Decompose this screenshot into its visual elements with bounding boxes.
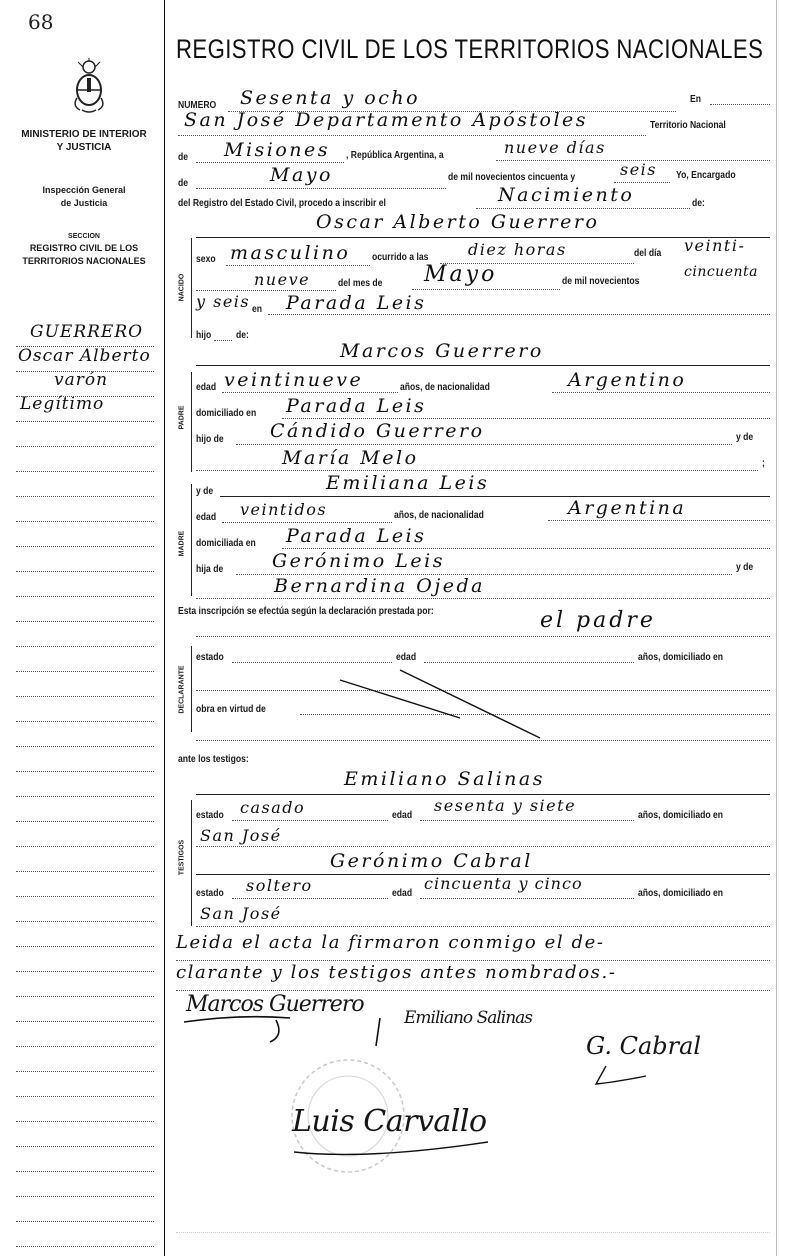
margin-rule-line (16, 1171, 154, 1172)
nacido-nombre: Oscar Alberto Guerrero (316, 211, 600, 233)
testigos-bracket (191, 800, 192, 926)
padre-edad-label: edad (196, 382, 217, 393)
madre-bracket (191, 484, 192, 596)
nacido-lugar-line (268, 314, 770, 315)
margin-rule-line (16, 1221, 154, 1222)
numero-value: Sesenta y ocho (240, 87, 421, 109)
firma-padre-flourish (180, 1012, 400, 1052)
t1-domicilio: San José (200, 826, 282, 845)
t2-edad-label: edad (392, 888, 413, 899)
firma-oficial: Luis Carvallo (292, 1104, 487, 1139)
t1-estado-label: estado (196, 810, 224, 821)
t2-estado: soltero (246, 876, 313, 895)
section-line-1: REGISTRO CIVIL DE LOS (29, 243, 139, 253)
firma-testigo-2-flourish (586, 1062, 706, 1092)
madre-domicilio-label: domiciliada en (196, 538, 256, 549)
ministry-line-1: MINISTERIO DE INTERIOR (21, 129, 147, 140)
nacido-bracket (191, 238, 192, 338)
t1-nombre-line (196, 794, 770, 795)
padre-nombre: Marcos Guerrero (340, 340, 544, 362)
madre-domicilio-line (282, 548, 770, 549)
t1-estado-line (232, 820, 388, 821)
en-label: En (690, 94, 701, 105)
mes-value: Mayo (270, 164, 333, 186)
margin-legitimacy: Legítimo (20, 394, 105, 414)
t2-nombre: Gerónimo Cabral (330, 850, 533, 872)
sidebar-ministry (6, 128, 162, 154)
margin-rule-line (16, 896, 154, 897)
margin-rule-line (16, 546, 154, 547)
declarante-bracket (191, 646, 192, 732)
madre-domicilio: Parada Leis (286, 525, 427, 547)
t1-domicilio-line (196, 846, 770, 847)
margin-rule-line (16, 796, 154, 797)
padre-nombre-line (196, 365, 770, 366)
anio-value-b: y seis (196, 292, 251, 311)
t1-estado: casado (240, 798, 306, 817)
republica-label: , República Argentina, a (346, 150, 444, 161)
margin-rule-line (16, 521, 154, 522)
margin-rule-line (16, 996, 154, 997)
sidebar-inspection (6, 184, 162, 210)
nacido-section-label: NACIDO (178, 273, 186, 302)
sidebar-section (6, 232, 162, 268)
madre-madre: Bernardina Ojeda (274, 575, 485, 597)
bottom-rule (176, 1232, 770, 1233)
mes-label: del mes de (338, 278, 383, 289)
anio-value: seis (620, 160, 658, 179)
nacido-en-label: en (252, 304, 263, 315)
madre-edad-label: edad (196, 512, 217, 523)
ministry-line-2: Y JUSTICIA (56, 142, 112, 153)
firma-padre: Marcos Guerrero (186, 992, 364, 1017)
padre-nac-line (552, 392, 770, 393)
padre-domicilio-label: domiciliado en (196, 408, 257, 419)
acto-value: Nacimiento (498, 184, 635, 206)
hijo-label: hijo (196, 330, 212, 341)
madre-section-label: MADRE (178, 530, 186, 557)
padre-hijo-line (236, 444, 732, 445)
declarante-section-label: DECLARANTE (178, 665, 186, 714)
margin-rule-line (16, 846, 154, 847)
anio-value-a: cincuenta (684, 264, 758, 280)
margin-rule-line (16, 771, 154, 772)
de-label-1: de (178, 152, 189, 163)
t1-edad-line (420, 820, 634, 821)
dia-value-a: veinti- (684, 236, 746, 255)
margin-sex: varón (54, 370, 109, 390)
anio-label: de mil novecientos cincuenta y (448, 172, 576, 183)
margin-rule-line (16, 1021, 154, 1022)
margin-rule-line (16, 596, 154, 597)
sexo-value: masculino (230, 242, 351, 264)
declarante-edad-label: edad (396, 652, 417, 663)
t2-domicilio-label: años, domiciliado en (638, 888, 724, 899)
madre-yde-label-2: y de (736, 562, 754, 573)
margin-rule-line (16, 1196, 154, 1197)
territorio-label: Territorio Nacional (650, 120, 726, 131)
margin-rule-line (16, 696, 154, 697)
page-title: REGISTRO CIVIL DE LOS TERRITORIOS NACIONALES (176, 34, 764, 64)
padre-section-label: PADRE (178, 405, 186, 430)
t1-edad: sesenta y siete (434, 796, 577, 815)
padre-bracket (191, 372, 192, 472)
madre-edad: veintidos (240, 500, 328, 519)
madre-hija-label: hija de (196, 564, 224, 575)
margin-rule-line (16, 721, 154, 722)
margin-rule-line (16, 421, 154, 422)
madre-madre-line (196, 598, 770, 599)
mes-line (196, 188, 446, 189)
cierre-line-2-rule (176, 990, 770, 991)
t2-domicilio-line (196, 926, 770, 927)
dia-label: del día (634, 248, 662, 259)
page-number: 68 (28, 10, 54, 34)
margin-rule-line (16, 471, 154, 472)
territorio-value: Misiones (224, 139, 331, 161)
en-line (710, 104, 770, 105)
padre-semicolon: ; (762, 458, 765, 469)
margin-rule-line (16, 946, 154, 947)
margin-rule-line (16, 671, 154, 672)
sexo-label: sexo (196, 254, 216, 265)
inspection-line-1: Inspección General (42, 185, 126, 195)
madre-nombre: Emiliana Leis (326, 472, 490, 494)
declaracion-text: Esta inscripción se efectúa según la declaración prestada por: (178, 606, 434, 617)
margin-given-names: Oscar Alberto (18, 346, 151, 366)
padre-yde-label: y de (736, 432, 754, 443)
margin-rule-line (16, 971, 154, 972)
section-label: SECCION (68, 233, 100, 240)
padre-domicilio: Parada Leis (286, 395, 427, 417)
coat-of-arms-icon (72, 58, 106, 114)
madre-nombre-line (220, 496, 770, 497)
registro-label: del Registro del Estado Civil, procedo a inscribir el (178, 198, 386, 209)
margin-rule-line (16, 371, 154, 372)
declarante-estado-label: estado (196, 652, 224, 663)
padre-madre: María Melo (282, 447, 419, 469)
ocurrido-label: ocurrido a las (372, 252, 429, 263)
padre-madre-line (196, 470, 758, 471)
t2-edad-line (420, 898, 634, 899)
t2-estado-label: estado (196, 888, 224, 899)
cierre-line-2: clarante y los testigos antes nombrados.- (176, 962, 617, 983)
declarante-domicilio-label: años, domiciliado en (638, 652, 724, 663)
sexo-line (226, 265, 370, 266)
t2-estado-line (232, 898, 388, 899)
testigos-section-label: TESTIGOS (178, 839, 186, 876)
cierre-line-1: Leida el acta la firmaron conmigo el de- (176, 932, 605, 953)
de-label-3: de: (692, 198, 705, 209)
padre-nac-label: años, de nacionalidad (400, 382, 490, 393)
declarante-value: el padre (540, 608, 656, 633)
padre-edad-line (222, 392, 398, 393)
margin-rule-line (16, 396, 154, 397)
firma-testigo-1: Emiliano Salinas (404, 1008, 533, 1028)
dia-value: nueve días (504, 138, 606, 157)
margin-rule-line (16, 621, 154, 622)
lugar-line (178, 135, 646, 136)
margin-surname: GUERRERO (30, 322, 144, 342)
margin-rule-line (16, 646, 154, 647)
margin-rule-line (16, 1046, 154, 1047)
t2-domicilio: San José (200, 904, 282, 923)
padre-hijo-label: hijo de (196, 434, 224, 445)
margin-rule-line (16, 1146, 154, 1147)
margin-rule-line (16, 821, 154, 822)
section-line-2: TERRITORIOS NACIONALES (22, 256, 146, 266)
padre-padre: Cándido Guerrero (270, 420, 485, 442)
madre-nacionalidad: Argentina (568, 497, 687, 519)
lugar-value: San José Departamento Apóstoles (184, 109, 589, 131)
margin-rule-line (16, 496, 154, 497)
territorio-line (196, 162, 344, 163)
hijo-line (214, 340, 232, 341)
nacido-mes-value: Mayo (424, 262, 498, 287)
dia-b-line (196, 290, 336, 291)
declaracion-line (196, 636, 770, 637)
declarante-cancel-strokes (300, 640, 560, 750)
margin-rule-line (16, 346, 154, 347)
firma-testigo-2: G. Cabral (586, 1032, 702, 1060)
nacido-anio-label: de mil novecientos (562, 276, 640, 287)
acto-line (476, 208, 690, 209)
margin-rule-line (16, 1121, 154, 1122)
dia-value-b: nueve (254, 270, 311, 289)
padre-edad: veintinueve (224, 369, 364, 391)
padre-nacionalidad: Argentino (568, 369, 687, 391)
madre-padre: Gerónimo Leis (272, 550, 445, 572)
numero-label: NUMERO (178, 100, 217, 111)
margin-rule-line (16, 571, 154, 572)
madre-nac-line (548, 520, 770, 521)
t2-edad: cincuenta y cinco (424, 874, 583, 893)
hora-value: diez horas (468, 240, 567, 259)
cierre-line-1-rule (176, 960, 770, 961)
hijo-de-label: de: (236, 330, 249, 341)
margin-rule-line (16, 1246, 154, 1247)
nacido-lugar: Parada Leis (286, 292, 427, 314)
margin-note (14, 318, 156, 438)
madre-nac-label: años, de nacionalidad (394, 510, 484, 521)
margin-rule-line (16, 446, 154, 447)
madre-edad-line (222, 522, 392, 523)
margin-rule-line (16, 746, 154, 747)
margin-rule-line (16, 1071, 154, 1072)
margin-rule-line (16, 1096, 154, 1097)
madre-yde-label: y de (196, 486, 214, 497)
right-edge-rule (776, 0, 777, 1256)
encargado-label: Yo, Encargado (676, 170, 736, 181)
t1-domicilio-label: años, domiciliado en (638, 810, 724, 821)
firma-oficial-flourish (288, 1134, 508, 1164)
de-label-2: de (178, 178, 189, 189)
left-margin-rule (164, 0, 165, 1256)
margin-rule-line (16, 921, 154, 922)
margin-rule-line (16, 871, 154, 872)
inspection-line-2: de Justicia (60, 198, 108, 208)
anio-line (614, 182, 670, 183)
padre-domicilio-line (282, 418, 770, 419)
t1-nombre: Emiliano Salinas (344, 768, 545, 790)
nacido-mes-line (412, 289, 560, 290)
t1-edad-label: edad (392, 810, 413, 821)
ante-testigos-label: ante los testigos: (178, 754, 249, 765)
obra-label: obra en virtud de (196, 704, 266, 715)
